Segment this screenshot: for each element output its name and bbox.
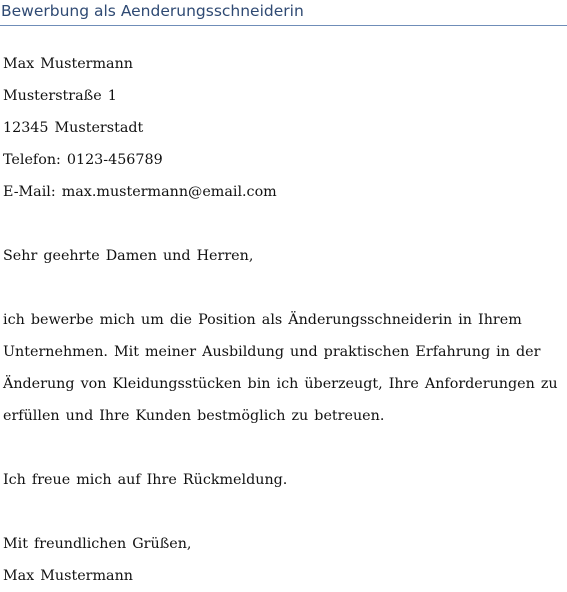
signature-name: Max Mustermann (3, 568, 133, 584)
document-title: Bewerbung als Aenderungsschneiderin (1, 2, 304, 20)
closing-phrase: Mit freundlichen Grüßen, (3, 536, 192, 552)
body-paragraph: ich bewerbe mich um die Position als Änderungsschneiderin in Ihrem Unternehmen. Mit meiner Ausbildung und praktischen Erfahrung in der Änderung von Kleidungsstücken bin ich überzeugt, Ihre Anforderungen zu erfüllen und Ihre Kunden bestmöglich zu betreuen. (3, 312, 558, 424)
sender-city: 12345 Musterstadt (3, 120, 144, 136)
sender-street: Musterstraße 1 (3, 88, 117, 104)
spacer (3, 208, 563, 240)
spacer (3, 272, 563, 304)
sender-email: E-Mail: max.mustermann@email.com (3, 184, 277, 200)
title-underline (0, 25, 567, 26)
sender-phone: Telefon: 0123-456789 (3, 152, 163, 168)
salutation: Sehr geehrte Damen und Herren, (3, 248, 254, 264)
sender-name: Max Mustermann (3, 56, 133, 72)
spacer (3, 496, 563, 528)
spacer (3, 432, 563, 464)
letter-body (3, 48, 563, 592)
closing-paragraph: Ich freue mich auf Ihre Rückmeldung. (3, 472, 288, 488)
